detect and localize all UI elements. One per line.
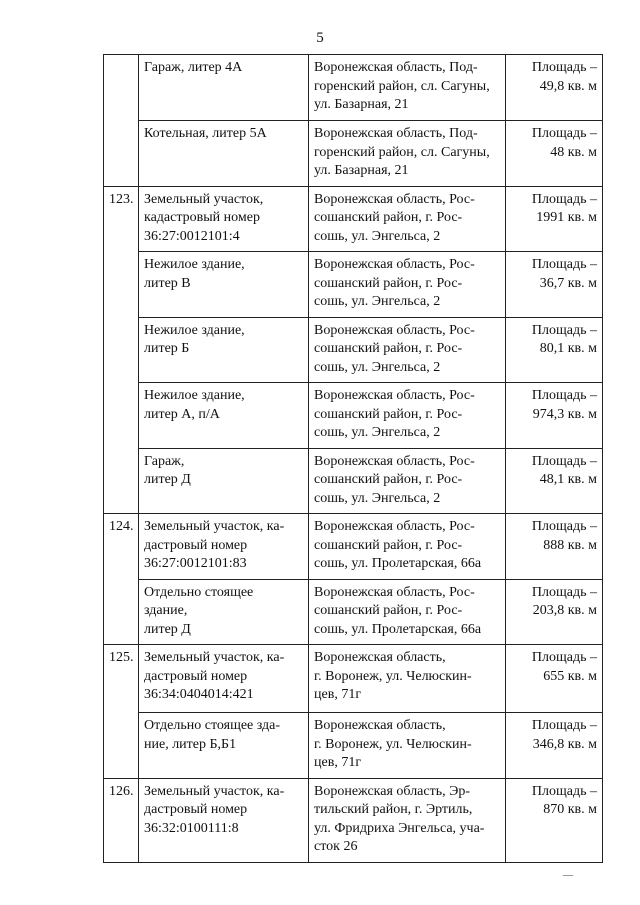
- object-name-cell: [139, 579, 309, 645]
- name-line: Нежилое здание,: [144, 322, 245, 338]
- name-line: здание,: [144, 603, 188, 618]
- address-line: сошанский район, г. Рос-: [314, 472, 463, 487]
- item-number: 124.: [109, 519, 134, 534]
- area-line: Площадь –: [531, 322, 597, 338]
- name-line: Гараж,: [144, 453, 185, 469]
- object-name-cell: [139, 713, 309, 779]
- address-line: Воронежская область, Рос-: [314, 519, 475, 534]
- name-line: Земельный участок,: [144, 191, 264, 207]
- area-line: Площадь –: [531, 584, 597, 600]
- scan-mark: [563, 875, 573, 876]
- area-line: 203,8 кв. м: [532, 603, 597, 618]
- address-cell: [309, 514, 506, 580]
- item-number: 123.: [109, 191, 134, 207]
- address-line: ул. Фридриха Энгельса, уча-: [314, 820, 485, 836]
- address-line: Воронежская область, Рос-: [314, 191, 475, 207]
- name-line: 36:27:0012101:4: [144, 228, 240, 244]
- area-line: Площадь –: [531, 191, 597, 207]
- name-line: ние, литер Б,Б1: [144, 736, 237, 752]
- name-line: 36:34:0404014:421: [144, 687, 254, 702]
- area-line: 974,3 кв. м: [532, 406, 597, 422]
- item-number: 125.: [109, 650, 134, 665]
- address-line: сошь, ул. Энгельса, 2: [314, 425, 441, 440]
- area-line: Площадь –: [531, 257, 597, 272]
- name-line: 36:27:0012101:83: [144, 556, 247, 571]
- table-row: [104, 383, 603, 449]
- name-line: литер В: [144, 275, 191, 291]
- address-line: сошь, ул. Энгельса, 2: [314, 359, 441, 375]
- address-line: сошанский район, г. Рос-: [314, 603, 463, 618]
- area-cell: [506, 514, 603, 580]
- address-line: сошанский район, г. Рос-: [314, 275, 463, 291]
- address-line: тильский район, г. Эртиль,: [314, 802, 473, 817]
- area-line: 36,7 кв. м: [539, 275, 597, 291]
- name-line: Земельный участок, ка-: [144, 783, 285, 799]
- address-cell: [309, 778, 506, 862]
- area-line: 655 кв. м: [543, 668, 597, 684]
- address-cell: [309, 448, 506, 514]
- object-name-cell: [139, 383, 309, 449]
- page-number: 5: [316, 30, 324, 46]
- area-line: Площадь –: [531, 783, 597, 799]
- table-row: [104, 645, 603, 713]
- table-row: [104, 121, 603, 187]
- address-cell: [309, 317, 506, 383]
- item-number-cell: [104, 186, 139, 514]
- area-line: 48 кв. м: [550, 144, 597, 160]
- table-row: [104, 252, 603, 318]
- address-line: сошь, ул. Энгельса, 2: [314, 490, 441, 506]
- area-line: 888 кв. м: [543, 537, 597, 553]
- name-line: Гараж, литер 4А: [144, 60, 243, 75]
- name-line: дастровый номер: [144, 668, 248, 684]
- area-cell: [506, 778, 603, 862]
- property-table: [103, 54, 603, 863]
- address-line: сошанский район, г. Рос-: [314, 341, 463, 356]
- area-line: Площадь –: [531, 60, 597, 75]
- area-cell: [506, 579, 603, 645]
- table-row: [104, 55, 603, 121]
- table-row: [104, 713, 603, 779]
- name-line: дастровый номер: [144, 537, 248, 553]
- table-row: [104, 778, 603, 862]
- name-line: литер Б: [144, 341, 190, 356]
- object-name-cell: [139, 645, 309, 713]
- area-line: 49,8 кв. м: [539, 78, 597, 94]
- area-cell: [506, 448, 603, 514]
- item-number-cell: [104, 514, 139, 645]
- area-cell: [506, 713, 603, 779]
- area-line: Площадь –: [531, 650, 597, 665]
- area-cell: [506, 317, 603, 383]
- object-name-cell: [139, 121, 309, 187]
- area-cell: [506, 383, 603, 449]
- area-cell: [506, 186, 603, 252]
- address-line: ул. Базарная, 21: [314, 97, 409, 112]
- address-line: сток 26: [314, 839, 358, 854]
- area-line: Площадь –: [531, 718, 597, 733]
- area-line: 870 кв. м: [543, 802, 597, 817]
- address-line: сошанский район, г. Рос-: [314, 406, 463, 422]
- table-row: [104, 186, 603, 252]
- name-line: Нежилое здание,: [144, 388, 245, 403]
- name-line: Отдельно стоящее зда-: [144, 718, 281, 733]
- address-line: горенский район, сл. Сагуны,: [314, 144, 490, 160]
- address-cell: [309, 121, 506, 187]
- address-line: Воронежская область, Эр-: [314, 783, 471, 799]
- address-line: Воронежская область, Рос-: [314, 322, 475, 338]
- address-line: горенский район, сл. Сагуны,: [314, 78, 490, 94]
- area-cell: [506, 55, 603, 121]
- area-line: 48,1 кв. м: [539, 472, 597, 487]
- address-cell: [309, 252, 506, 318]
- address-line: сошанский район, г. Рос-: [314, 210, 463, 225]
- item-number: 126.: [109, 783, 134, 799]
- area-line: Площадь –: [531, 519, 597, 534]
- name-line: литер А, п/А: [144, 406, 220, 422]
- address-cell: [309, 579, 506, 645]
- area-line: Площадь –: [531, 126, 597, 141]
- address-cell: [309, 645, 506, 713]
- address-line: Воронежская область, Рос-: [314, 584, 475, 600]
- address-line: сошанский район, г. Рос-: [314, 537, 463, 553]
- address-line: Воронежская область, Рос-: [314, 453, 475, 469]
- name-line: Земельный участок, ка-: [144, 519, 285, 534]
- property-table-body: [104, 55, 603, 863]
- area-line: 1991 кв. м: [536, 210, 597, 225]
- address-line: Воронежская область, Под-: [314, 126, 478, 141]
- address-line: Воронежская область,: [314, 650, 446, 665]
- name-line: кадастровый номер: [144, 210, 260, 225]
- address-line: Воронежская область, Рос-: [314, 257, 475, 272]
- address-line: сошь, ул. Энгельса, 2: [314, 228, 441, 244]
- address-line: Воронежская область, Под-: [314, 60, 478, 75]
- area-line: 80,1 кв. м: [539, 341, 597, 356]
- address-line: Воронежская область,: [314, 718, 446, 733]
- object-name-cell: [139, 448, 309, 514]
- item-number-cell: [104, 778, 139, 862]
- area-line: Площадь –: [531, 388, 597, 403]
- object-name-cell: [139, 186, 309, 252]
- object-name-cell: [139, 778, 309, 862]
- address-cell: [309, 55, 506, 121]
- item-number-cell: [104, 645, 139, 779]
- address-line: сошь, ул. Энгельса, 2: [314, 294, 441, 309]
- address-line: г. Воронеж, ул. Челюскин-: [314, 668, 472, 684]
- object-name-cell: [139, 252, 309, 318]
- name-line: 36:32:0100111:8: [144, 820, 239, 836]
- area-line: 346,8 кв. м: [532, 736, 597, 752]
- address-cell: [309, 713, 506, 779]
- address-line: сошь, ул. Пролетарская, 66а: [314, 621, 482, 637]
- area-cell: [506, 645, 603, 713]
- address-cell: [309, 186, 506, 252]
- address-line: цев, 71г: [314, 755, 362, 770]
- address-line: ул. Базарная, 21: [314, 163, 409, 178]
- area-cell: [506, 252, 603, 318]
- area-line: Площадь –: [531, 453, 597, 469]
- table-row: [104, 317, 603, 383]
- name-line: литер Д: [144, 621, 191, 637]
- name-line: дастровый номер: [144, 802, 248, 817]
- address-line: г. Воронеж, ул. Челюскин-: [314, 736, 472, 752]
- name-line: Отдельно стоящее: [144, 584, 254, 600]
- name-line: Нежилое здание,: [144, 257, 245, 272]
- name-line: Земельный участок, ка-: [144, 650, 285, 665]
- address-line: сошь, ул. Пролетарская, 66а: [314, 556, 482, 571]
- address-line: цев, 71г: [314, 687, 362, 702]
- object-name-cell: [139, 514, 309, 580]
- area-cell: [506, 121, 603, 187]
- name-line: литер Д: [144, 472, 191, 487]
- table-row: [104, 448, 603, 514]
- table-row: [104, 579, 603, 645]
- object-name-cell: [139, 55, 309, 121]
- name-line: Котельная, литер 5А: [144, 126, 267, 141]
- object-name-cell: [139, 317, 309, 383]
- address-cell: [309, 383, 506, 449]
- address-line: Воронежская область, Рос-: [314, 388, 475, 403]
- table-row: [104, 514, 603, 580]
- item-number-cell: [104, 55, 139, 187]
